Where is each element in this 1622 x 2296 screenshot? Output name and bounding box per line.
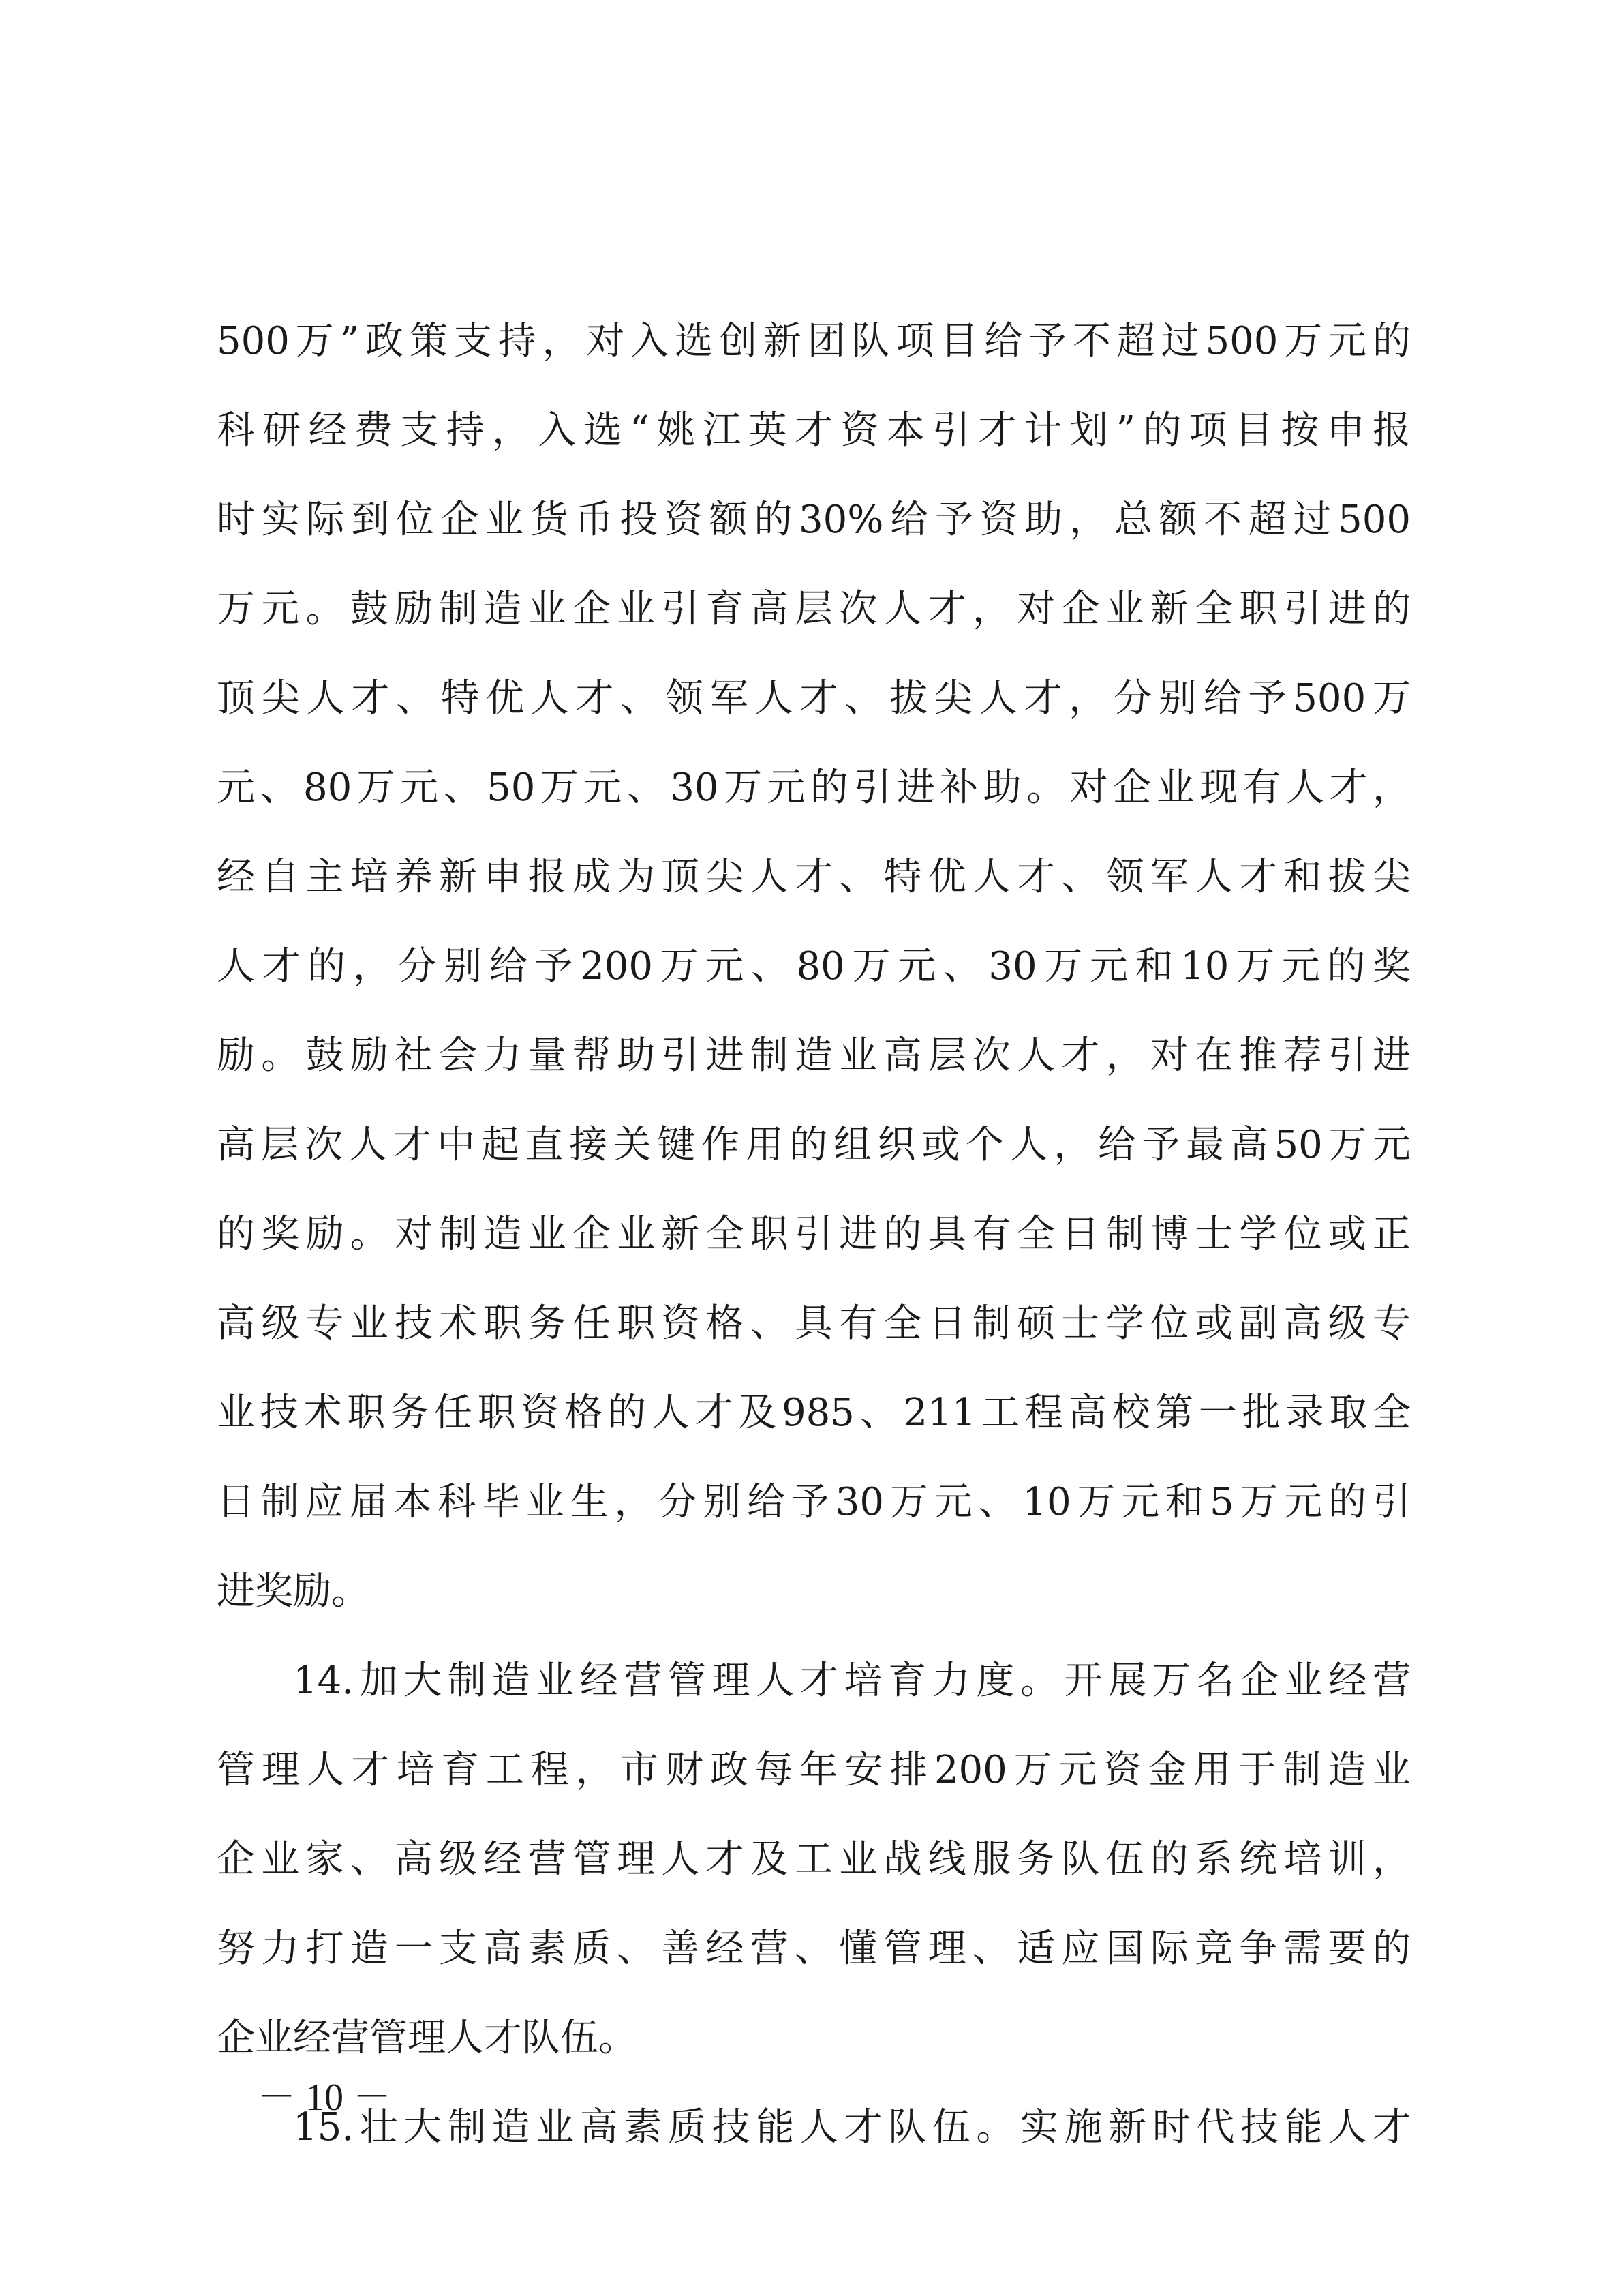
text-line: 励。鼓励社会力量帮助引进制造业高层次人才，对在推荐引进 xyxy=(217,1033,1411,1078)
page-number: － 10 － xyxy=(258,2076,391,2119)
text-line: 元、80万元、50万元、30万元的引进补助。对企业现有人才， xyxy=(217,766,1411,810)
text-line: 高级专业技术职务任职资格、具有全日制硕士学位或副高级专 xyxy=(217,1301,1411,1346)
text-line: 科研经费支持，入选“姚江英才资本引才计划”的项目按申报 xyxy=(217,408,1411,453)
text-line: 500万”政策支持，对入选创新团队项目给予不超过500万元的 xyxy=(217,319,1411,363)
text-line: 的奖励。对制造业企业新全职引进的具有全日制博士学位或正 xyxy=(217,1212,1411,1256)
body-text xyxy=(217,297,1411,2172)
text-line: 时实际到位企业货币投资额的30%给予资助，总额不超过500 xyxy=(217,498,1411,542)
text-line: 进奖励。 xyxy=(217,1569,369,1614)
text-line: 万元。鼓励制造业企业引育高层次人才，对企业新全职引进的 xyxy=(217,587,1411,631)
text-line: 企业家、高级经营管理人才及工业战线服务队伍的系统培训， xyxy=(217,1837,1411,1882)
text-line: 高层次人才中起直接关键作用的组织或个人，给予最高50万元 xyxy=(217,1123,1411,1167)
text-line: 企业经营管理人才队伍。 xyxy=(217,2016,637,2060)
text-line: 15.壮大制造业高素质技能人才队伍。实施新时代技能人才 xyxy=(293,2105,1411,2149)
text-line: 人才的，分别给予200万元、80万元、30万元和10万元的奖 xyxy=(217,944,1411,988)
text-line: 经自主培养新申报成为顶尖人才、特优人才、领军人才和拔尖 xyxy=(217,855,1411,899)
text-line: 努力打造一支高素质、善经营、懂管理、适应国际竞争需要的 xyxy=(217,1927,1411,1971)
text-line: 业技术职务任职资格的人才及985、211工程高校第一批录取全 xyxy=(217,1391,1411,1435)
text-line: 管理人才培育工程，市财政每年安排200万元资金用于制造业 xyxy=(217,1748,1411,1792)
text-line: 14.加大制造业经营管理人才培育力度。开展万名企业经营 xyxy=(293,1659,1411,1703)
text-line: 日制应届本科毕业生，分别给予30万元、10万元和5万元的引 xyxy=(217,1480,1411,1524)
text-line: 顶尖人才、特优人才、领军人才、拔尖人才，分别给予500万 xyxy=(217,676,1411,721)
